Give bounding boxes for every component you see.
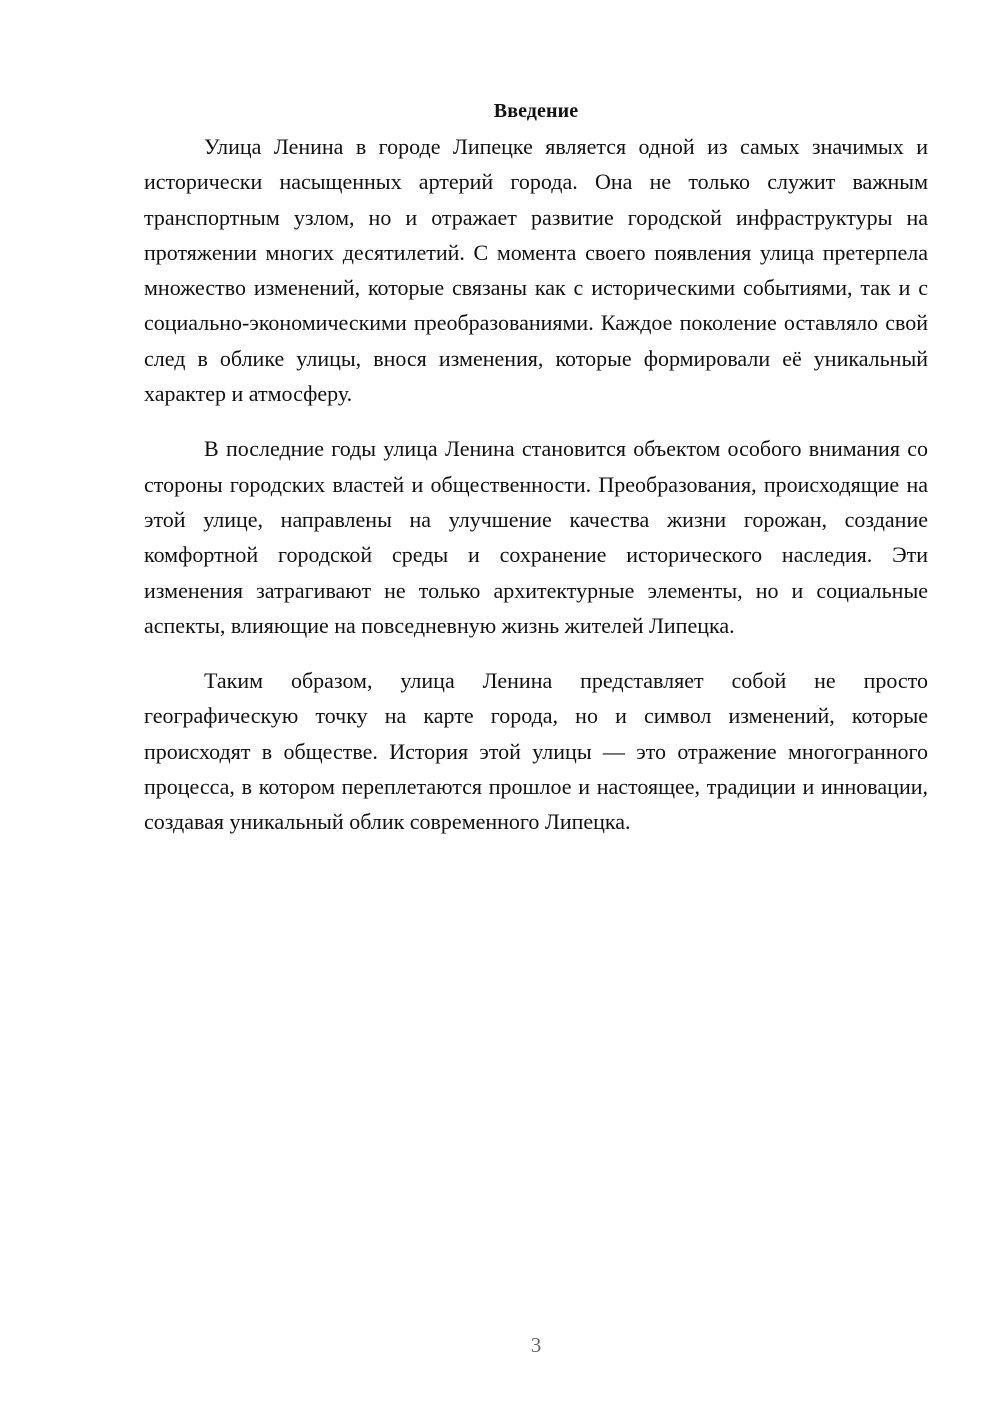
section-title: Введение — [493, 100, 579, 122]
paragraph-1: Улица Ленина в городе Липецке является одной из самых значимых и исторически насыщенных артерий города. Она не только служит важным транспортным узлом, но и отражает развитие городской инфраструктуры на протяжении многих десятилетий. С момента своего появления улица претерпела множество изменений, которые связаны как с историческими событиями, так и с социально-экономическими преобразованиями. Каждое поколение оставляло свой след в облике улицы, внося изменения, которые формировали её уникальный характер и атмосферу. — [144, 134, 928, 407]
paragraph-2: В последние годы улица Ленина становится объектом особого внимания со стороны городских властей и общественности. Преобразования, происходящие на этой улице, направлены на улучшение качества жизни горожан, создание комфортной городской среды и сохранение исторического наследия. Эти изменения затрагивают не только архитектурные элементы, но и социальные аспекты, влияющие на повседневную жизнь жителей Липецка. — [144, 436, 928, 638]
page-content — [144, 96, 928, 860]
page-number: 3 — [530, 1333, 542, 1357]
paragraph-3: Таким образом, улица Ленина представляет собой не просто географическую точку на карте города, но и символ изменений, которые происходят в обществе. История этой улицы — это отражение многогранного процесса, в котором переплетаются прошлое и настоящее, традиции и инновации, создавая уникальный облик современного Липецка. — [144, 668, 928, 835]
